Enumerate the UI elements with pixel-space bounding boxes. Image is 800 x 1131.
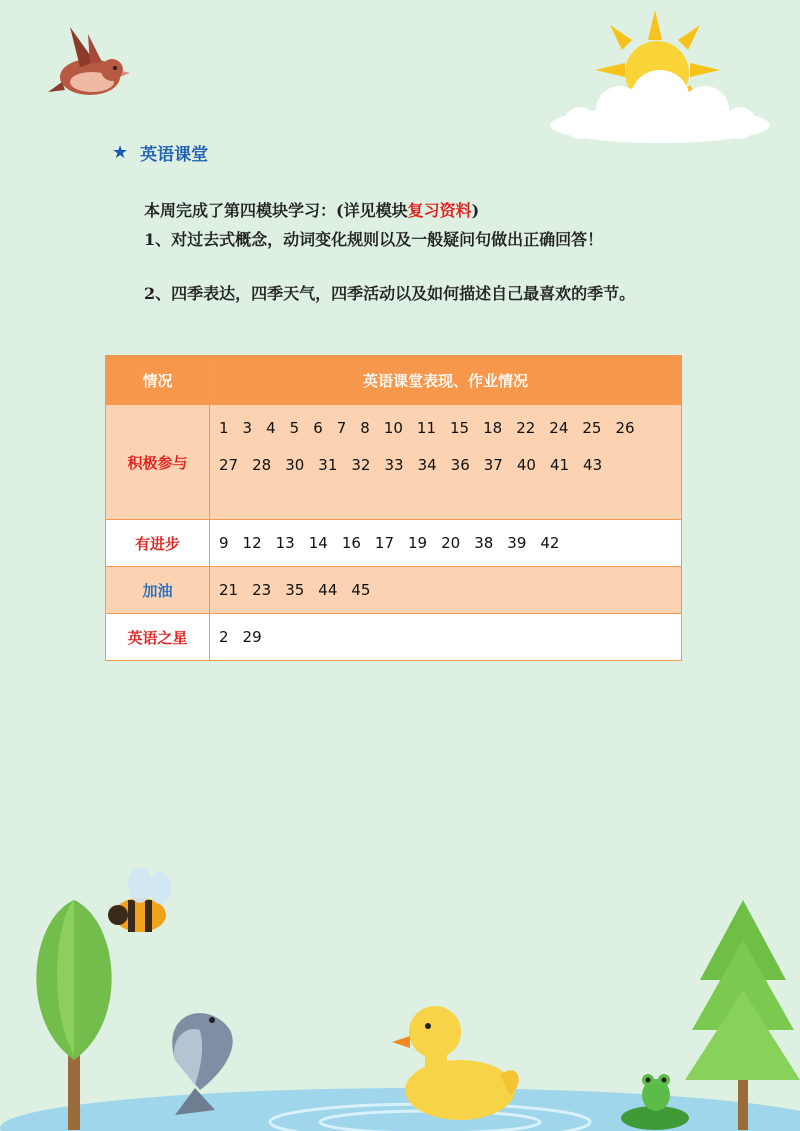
category-active: 积极参与: [106, 405, 210, 520]
student-numbers: [211, 568, 680, 611]
student-number: 40: [516, 456, 536, 474]
student-number: 24: [549, 419, 569, 437]
student-number: 45: [351, 581, 371, 599]
category-progress: 有进步: [106, 520, 210, 567]
student-number: 32: [351, 456, 371, 474]
student-number: 9: [219, 534, 229, 552]
student-number: 10: [383, 419, 403, 437]
student-number: 36: [450, 456, 470, 474]
student-number: 8: [360, 419, 370, 437]
student-number: 35: [285, 581, 305, 599]
review-material-highlight: 复习资料: [407, 201, 472, 220]
table-row: [106, 614, 682, 661]
student-number: 11: [416, 419, 437, 437]
student-number: 6: [313, 419, 323, 437]
header-status: 情况: [106, 356, 210, 405]
student-number: 27: [219, 456, 239, 474]
student-number: 19: [408, 534, 428, 552]
student-number: 12: [242, 534, 262, 552]
student-number: 26: [615, 419, 635, 437]
student-number: 2: [219, 628, 229, 646]
student-number: 43: [583, 456, 603, 474]
student-number: 20: [441, 534, 461, 552]
student-number: 16: [341, 534, 361, 552]
student-number: 41: [549, 456, 570, 474]
student-number: 21: [219, 581, 239, 599]
student-numbers: [211, 615, 680, 658]
student-number: 39: [507, 534, 527, 552]
section-title-text: 英语课堂: [140, 145, 209, 165]
student-number: 17: [374, 534, 395, 552]
student-number: 1: [219, 419, 229, 437]
student-number: 30: [285, 456, 305, 474]
student-number: 7: [336, 419, 347, 437]
student-number: 44: [318, 581, 338, 599]
student-number: 22: [516, 419, 536, 437]
sun-icon: [540, 5, 780, 145]
student-number: 34: [417, 456, 437, 474]
paragraph-1: [112, 197, 692, 225]
category-english-star: 英语之星: [106, 614, 210, 661]
category-keep-going: 加油: [106, 567, 210, 614]
section-title: [112, 140, 208, 165]
student-number: 4: [266, 419, 276, 437]
table-row: [106, 520, 682, 567]
student-number: 42: [540, 534, 560, 552]
student-number: 38: [474, 534, 494, 552]
table-row: [106, 567, 682, 614]
paragraph-2: 1、对过去式概念，动词变化规则以及一般疑问句做出正确回答！: [144, 230, 604, 249]
student-number: 33: [384, 456, 404, 474]
star-icon: ★: [112, 142, 129, 163]
bird-icon: [40, 22, 130, 102]
student-number: 31: [318, 456, 338, 474]
performance-table: [105, 355, 682, 661]
student-number: 13: [275, 534, 295, 552]
student-number: 5: [289, 419, 300, 437]
student-number: 28: [252, 456, 272, 474]
paragraph-1-suffix: ): [471, 201, 480, 220]
student-number: 29: [242, 628, 262, 646]
student-number: 18: [483, 419, 503, 437]
student-numbers: [211, 521, 680, 564]
paragraph-3: 2、四季表达，四季天气，四季活动以及如何描述自己最喜欢的季节。: [144, 284, 636, 303]
student-number: 23: [252, 581, 272, 599]
header-performance: 英语课堂表现、作业情况: [210, 356, 682, 405]
paragraph-1-text: 本周完成了第四模块学习：(详见模块: [144, 201, 408, 220]
student-numbers: [211, 406, 680, 486]
student-number: 25: [582, 419, 602, 437]
student-number: 15: [450, 419, 470, 437]
student-number: 37: [483, 456, 503, 474]
table-header-row: [106, 356, 682, 405]
pond-scene-illustration: [0, 860, 800, 1131]
table-row: [106, 405, 682, 520]
student-number: 3: [242, 419, 253, 437]
student-number: 14: [308, 534, 328, 552]
